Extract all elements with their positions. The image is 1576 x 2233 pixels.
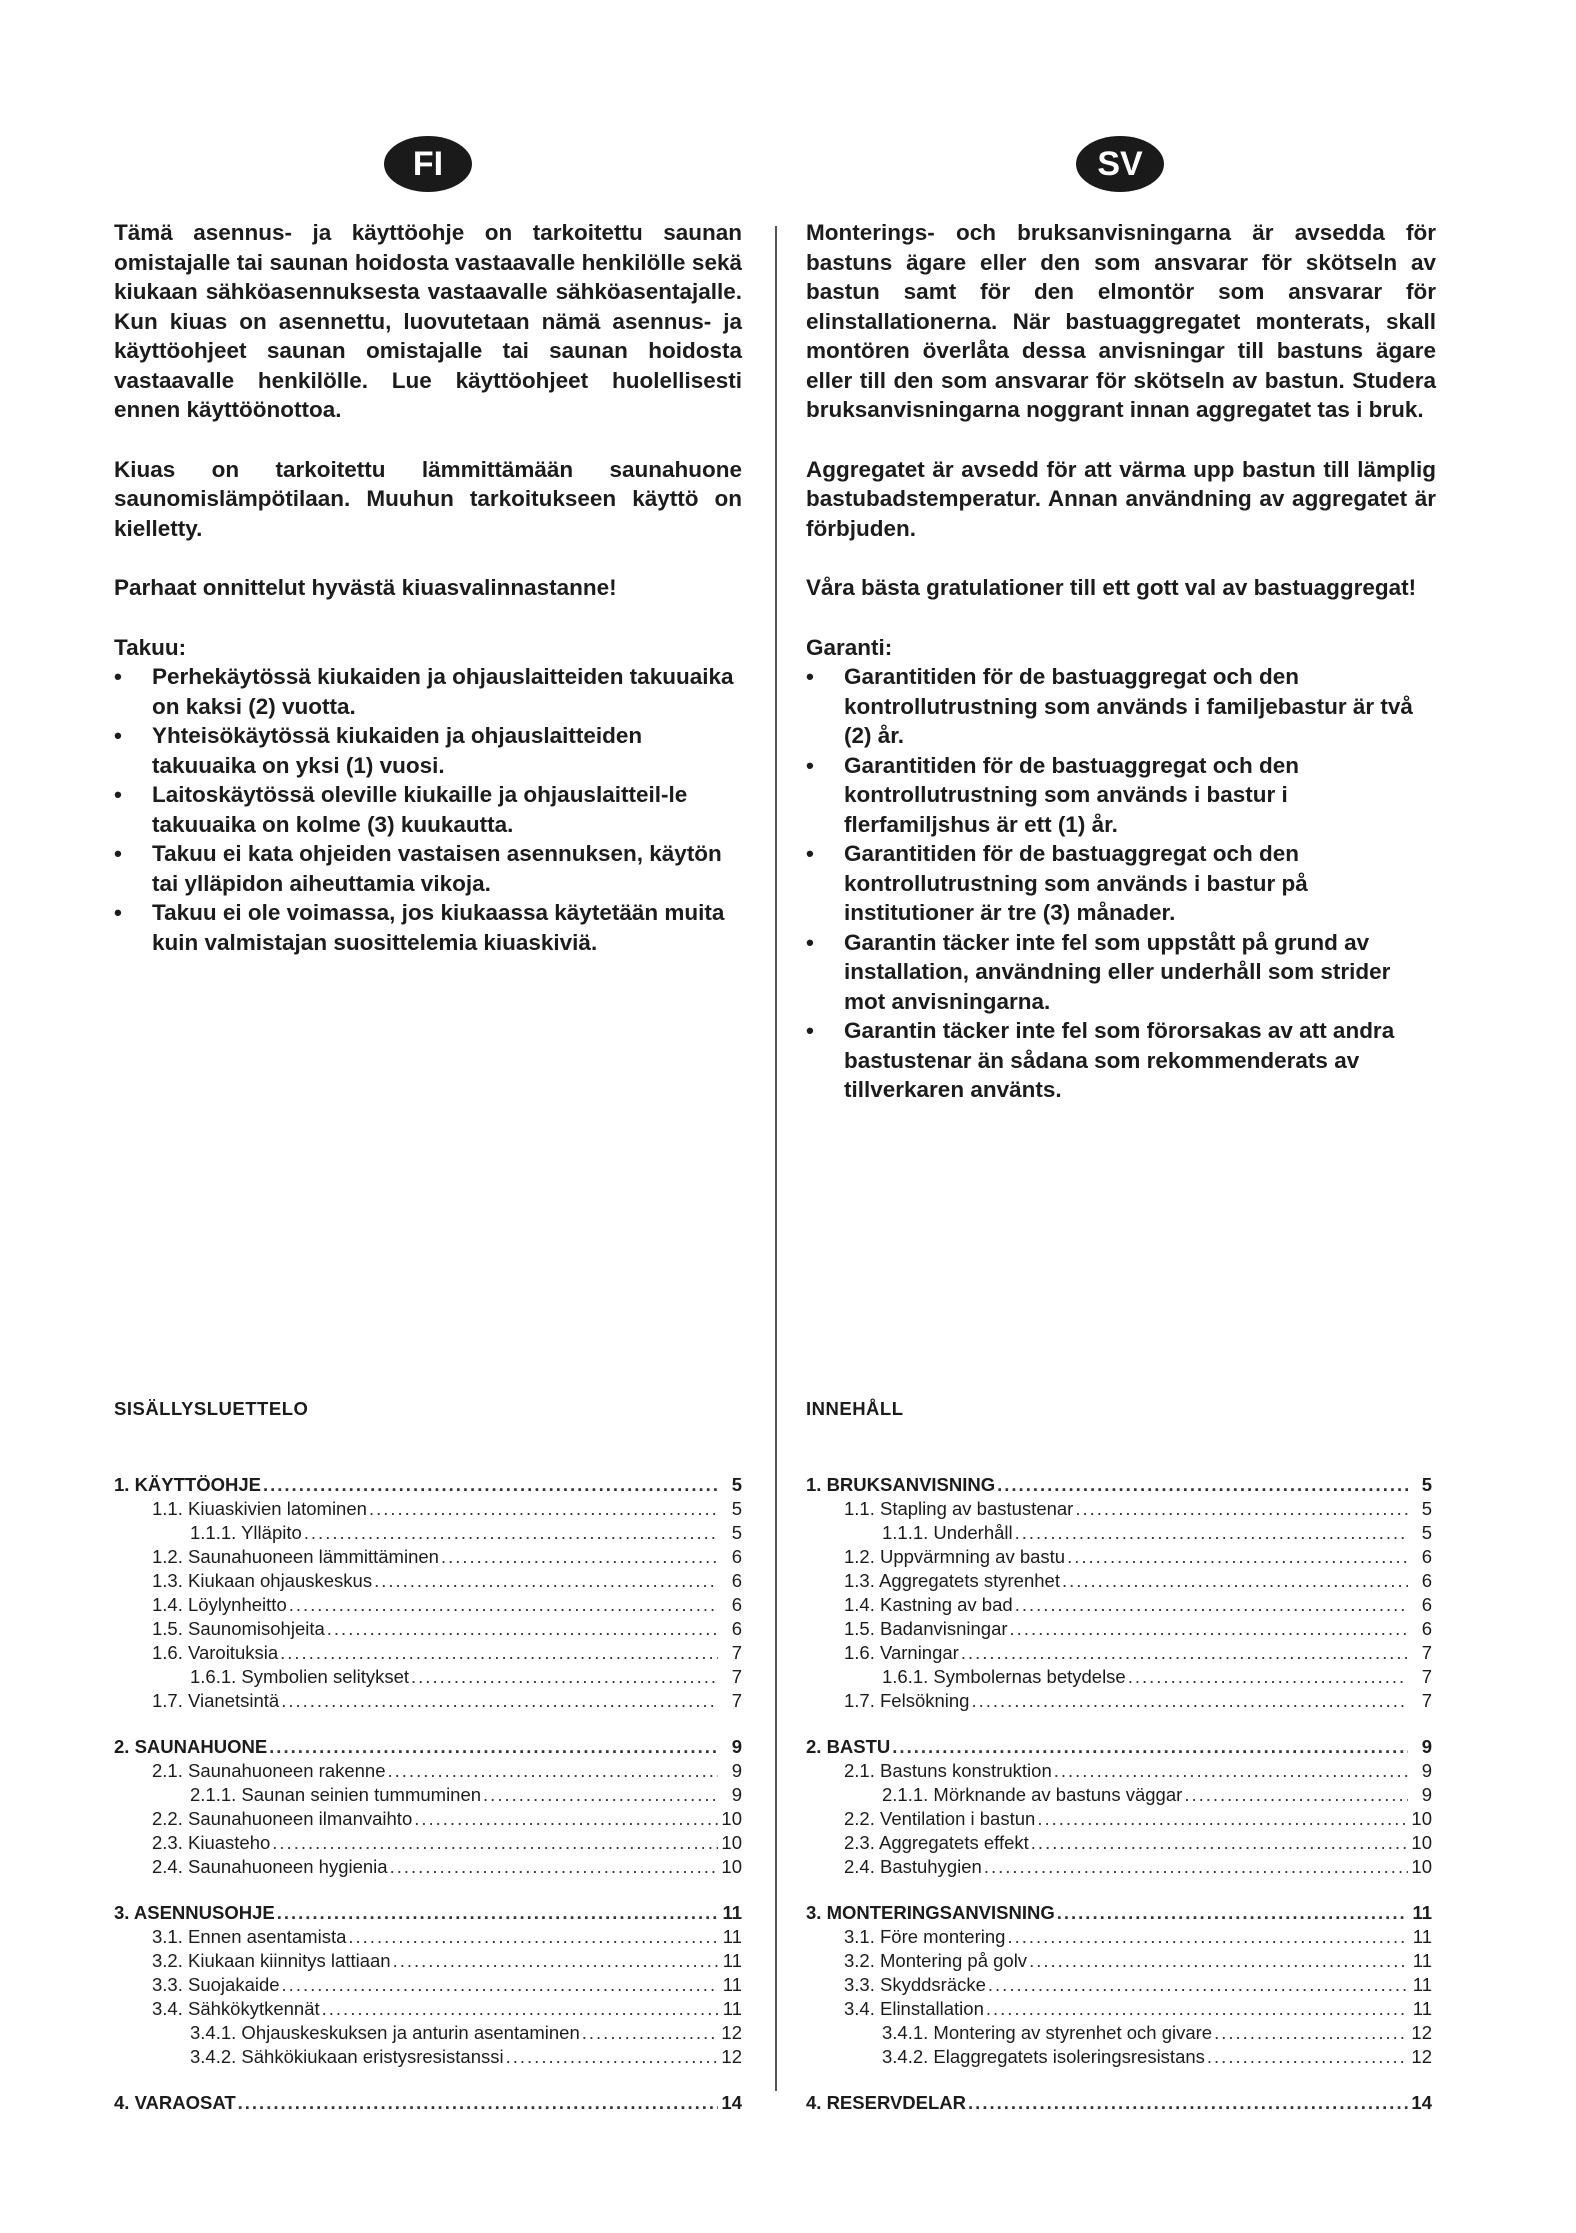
toc-leader-dots bbox=[269, 1736, 718, 1758]
toc-page-number: 7 bbox=[731, 1690, 742, 1711]
toc-leader-dots bbox=[280, 1642, 718, 1664]
toc-entry bbox=[806, 2022, 1432, 2046]
intro-column-sv bbox=[806, 218, 1436, 1105]
toc-title: SISÄLLYSLUETTELO bbox=[114, 1398, 309, 1419]
toc-leader-dots bbox=[1015, 1594, 1408, 1616]
warranty-item: • Perhekäytössä kiukaiden ja ohjauslaitteiden takuuaika on kaksi (2) vuotta. bbox=[114, 662, 742, 721]
toc-entry bbox=[114, 1546, 742, 1570]
toc-page-number: 11 bbox=[1412, 1998, 1432, 2019]
toc-entry-label: 1.7. Felsökning bbox=[844, 1690, 970, 1711]
toc-entry bbox=[114, 1998, 742, 2022]
toc-entry bbox=[806, 1594, 1432, 1618]
toc-leader-dots bbox=[971, 1690, 1408, 1712]
toc-entry bbox=[806, 1760, 1432, 1784]
intro-paragraph: Våra bästa gratulationer till ett gott val av bastuaggregat! bbox=[806, 575, 1417, 600]
warranty-item: • Garantitiden för de bastuaggregat och den kontrollutrustning som används i bastur i flerfamiljshus är ett (1) år. bbox=[806, 751, 1436, 840]
toc-page-number: 7 bbox=[731, 1642, 742, 1663]
toc-entry bbox=[114, 2046, 742, 2070]
toc-entry-label: 3.4.1. Ohjauskeskuksen ja anturin asentaminen bbox=[190, 2022, 580, 2043]
language-badge-fi: FI bbox=[384, 136, 472, 192]
toc-leader-dots bbox=[281, 1690, 718, 1712]
toc-leader-dots bbox=[1007, 1926, 1408, 1948]
toc-page-number: 11 bbox=[1412, 1902, 1432, 1923]
toc-entry bbox=[806, 2046, 1432, 2070]
toc-leader-dots bbox=[272, 1832, 718, 1854]
toc-entry-label: 2.1. Saunahuoneen rakenne bbox=[152, 1760, 386, 1781]
toc-entry-label: 3.4. Sähkökytkennät bbox=[152, 1998, 320, 2019]
warranty-item: • Garantitiden för de bastuaggregat och den kontrollutrustning som används i familjebastur är två (2) år. bbox=[806, 662, 1436, 751]
toc-leader-dots bbox=[369, 1498, 718, 1520]
toc-entry bbox=[114, 1594, 742, 1618]
toc-leader-dots bbox=[1010, 1618, 1408, 1640]
toc-leader-dots bbox=[411, 1666, 718, 1688]
toc-list bbox=[114, 1474, 742, 2116]
toc-page-number: 7 bbox=[1421, 1690, 1432, 1711]
toc-entry bbox=[114, 1808, 742, 1832]
toc-entry-label: 3.4.2. Sähkökiukaan eristysresistanssi bbox=[190, 2046, 504, 2067]
toc-chapter bbox=[806, 1474, 1432, 1498]
toc-entry-label: 2.3. Kiuasteho bbox=[152, 1832, 271, 1853]
toc-entry bbox=[114, 1570, 742, 1594]
toc-entry bbox=[114, 1926, 742, 1950]
toc-page-number: 12 bbox=[721, 2022, 742, 2043]
toc-leader-dots bbox=[238, 2092, 718, 2114]
toc-entry-label: 3. ASENNUSOHJE bbox=[114, 1902, 275, 1923]
toc-entry bbox=[806, 1832, 1432, 1856]
toc-entry-label: 1.5. Saunomisohjeita bbox=[152, 1618, 325, 1639]
warranty-heading: Garanti: bbox=[806, 634, 893, 660]
toc-page-number: 5 bbox=[1421, 1474, 1432, 1495]
toc-page-number: 10 bbox=[721, 1856, 742, 1877]
toc-entry-label: 2.2. Saunahuoneen ilmanvaihto bbox=[152, 1808, 413, 1829]
toc-entry-label: 3.1. Ennen asentamista bbox=[152, 1926, 347, 1947]
toc-page-number: 6 bbox=[1421, 1618, 1432, 1639]
toc-leader-dots bbox=[1029, 1950, 1408, 1972]
toc-entry bbox=[806, 1522, 1432, 1546]
toc-chapter bbox=[806, 1736, 1432, 1760]
toc-leader-dots bbox=[1062, 1570, 1408, 1592]
toc-page-number: 14 bbox=[721, 2092, 742, 2113]
toc-leader-dots bbox=[1207, 2046, 1408, 2068]
toc-entry-label: 3.2. Kiukaan kiinnitys lattiaan bbox=[152, 1950, 391, 1971]
toc-page-number: 11 bbox=[722, 1998, 742, 2019]
toc-leader-dots bbox=[393, 1950, 718, 1972]
language-badge-sv: SV bbox=[1076, 136, 1164, 192]
toc-page-number: 6 bbox=[1421, 1546, 1432, 1567]
warranty-list bbox=[114, 662, 742, 957]
toc-entry bbox=[806, 1642, 1432, 1666]
warranty-item: • Garantitiden för de bastuaggregat och den kontrollutrustning som används i bastur på institutioner är tre (3) månader. bbox=[806, 839, 1436, 928]
warranty-item: • Garantin täcker inte fel som uppstått på grund av installation, användning eller underhåll som strider mot anvisningarna. bbox=[806, 928, 1436, 1017]
toc-page-number: 10 bbox=[1411, 1832, 1432, 1853]
warranty-list bbox=[806, 662, 1436, 1105]
toc-entry bbox=[114, 1642, 742, 1666]
toc-page-number: 9 bbox=[1421, 1736, 1432, 1757]
toc-entry bbox=[806, 1498, 1432, 1522]
toc-leader-dots bbox=[968, 2092, 1408, 2114]
toc-page-number: 11 bbox=[722, 1974, 742, 1995]
toc-page-number: 11 bbox=[1412, 1974, 1432, 1995]
toc-entry-label: 1. BRUKSANVISNING bbox=[806, 1474, 996, 1495]
toc-page-number: 9 bbox=[1421, 1784, 1432, 1805]
toc-leader-dots bbox=[1054, 1760, 1408, 1782]
toc-entry-label: 1.1. Stapling av bastustenar bbox=[844, 1498, 1074, 1519]
toc-page-number: 9 bbox=[1421, 1760, 1432, 1781]
toc-entry-label: 3.1. Före montering bbox=[844, 1926, 1006, 1947]
toc-page-number: 5 bbox=[1421, 1498, 1432, 1519]
toc-page-number: 12 bbox=[1411, 2046, 1432, 2067]
toc-entry-label: 2. SAUNAHUONE bbox=[114, 1736, 268, 1757]
intro-column-fi bbox=[114, 218, 742, 957]
toc-chapter bbox=[806, 2092, 1432, 2116]
toc-leader-dots bbox=[1128, 1666, 1408, 1688]
toc-entry-label: 2.1. Bastuns konstruktion bbox=[844, 1760, 1052, 1781]
toc-page-number: 6 bbox=[731, 1594, 742, 1615]
toc-leader-dots bbox=[289, 1594, 718, 1616]
toc-entry-label: 3.3. Suojakaide bbox=[152, 1974, 280, 1995]
toc-entry-label: 1.6. Varningar bbox=[844, 1642, 959, 1663]
intro-paragraph: Parhaat onnittelut hyvästä kiuasvalinnastanne! bbox=[114, 575, 617, 600]
toc-leader-dots bbox=[441, 1546, 718, 1568]
toc-entry bbox=[806, 1974, 1432, 1998]
toc-entry bbox=[114, 1974, 742, 1998]
toc-entry-label: 2.1.1. Saunan seinien tummuminen bbox=[190, 1784, 482, 1805]
toc-entry-label: 2.1.1. Mörknande av bastuns väggar bbox=[882, 1784, 1183, 1805]
toc-entry-label: 4. VARAOSAT bbox=[114, 2092, 236, 2113]
toc-entry bbox=[806, 1690, 1432, 1714]
toc-entry bbox=[806, 1570, 1432, 1594]
toc-leader-dots bbox=[1075, 1498, 1408, 1520]
toc-page-number: 10 bbox=[1411, 1808, 1432, 1829]
toc-page-number: 10 bbox=[721, 1808, 742, 1829]
toc-entry-label: 1. KÄYTTÖOHJE bbox=[114, 1474, 261, 1495]
toc-page-number: 10 bbox=[1411, 1856, 1432, 1877]
warranty-item: • Takuu ei ole voimassa, jos kiukaassa käytetään muita kuin valmistajan suosittelemia kiuaskiviä. bbox=[114, 898, 742, 957]
toc-entry-label: 1.6.1. Symbolernas betydelse bbox=[882, 1666, 1126, 1687]
toc-chapter bbox=[114, 1902, 742, 1926]
toc-entry-label: 1.1. Kiuaskivien latominen bbox=[152, 1498, 367, 1519]
toc-entry bbox=[806, 1808, 1432, 1832]
toc-entry bbox=[114, 1950, 742, 1974]
warranty-item: • Yhteisökäytössä kiukaiden ja ohjauslaitteiden takuuaika on yksi (1) vuosi. bbox=[114, 721, 742, 780]
intro-paragraph: Monterings- och bruksanvisningarna är avsedda för bastuns ägare eller den som ansvarar för skötseln av bastun samt för den elmontör som ansvarar för elinstallationerna. När bastuaggregatet monterats, skall montören överlåta dessa anvisningar till bastuns ägare eller till den som ansvarar för skötseln av bastun. Studera bruksanvisningarna noggrant innan aggregatet tas i bruk. bbox=[806, 220, 1436, 422]
intro-paragraph: Tämä asennus- ja käyttöohje on tarkoitettu saunan omistajalle tai saunan hoidosta vastaavalle henkilölle sekä kiukaan sähköasennuksesta vastaavalle sähköasentajalle. Kun kiuas on asennettu, luovutetaan nämä asennus- ja käyttöohjeet saunan omistajalle tai saunan hoidosta vastaavalle henkilölle. Lue käyttöohjeet huolellisesti ennen käyttöönottoa. bbox=[114, 220, 742, 422]
toc-entry bbox=[114, 1522, 742, 1546]
toc-page-number: 6 bbox=[1421, 1594, 1432, 1615]
toc-leader-dots bbox=[282, 1974, 718, 1996]
toc-leader-dots bbox=[1015, 1522, 1408, 1544]
warranty-heading: Takuu: bbox=[114, 634, 187, 660]
toc-page-number: 6 bbox=[1421, 1570, 1432, 1591]
toc-page-number: 9 bbox=[731, 1784, 742, 1805]
toc-entry bbox=[114, 1498, 742, 1522]
toc-leader-dots bbox=[322, 1998, 718, 2020]
toc-chapter bbox=[114, 2092, 742, 2116]
toc-leader-dots bbox=[414, 1808, 718, 1830]
toc-entry bbox=[114, 1618, 742, 1642]
toc-entry-label: 3.4.1. Montering av styrenhet och givare bbox=[882, 2022, 1213, 2043]
toc-entry-label: 1.2. Saunahuoneen lämmittäminen bbox=[152, 1546, 439, 1567]
toc-entry bbox=[806, 1926, 1432, 1950]
toc-entry bbox=[806, 1546, 1432, 1570]
warranty-item: • Takuu ei kata ohjeiden vastaisen asennuksen, käytön tai ylläpidon aiheuttamia vikoja. bbox=[114, 839, 742, 898]
toc-page-number: 5 bbox=[1421, 1522, 1432, 1543]
toc-entry-label: 1.4. Kastning av bad bbox=[844, 1594, 1013, 1615]
toc-entry bbox=[806, 1950, 1432, 1974]
toc-leader-dots bbox=[506, 2046, 718, 2068]
toc-leader-dots bbox=[1067, 1546, 1408, 1568]
table-of-contents-fi bbox=[114, 1398, 742, 2116]
intro-paragraph: Aggregatet är avsedd för att värma upp bastun till lämplig bastubadstemperatur. Annan användning av aggregatet är förbjuden. bbox=[806, 456, 1436, 541]
toc-page-number: 5 bbox=[731, 1474, 742, 1495]
toc-entry-label: 4. RESERVDELAR bbox=[806, 2092, 967, 2113]
toc-entry bbox=[114, 1832, 742, 1856]
toc-leader-dots bbox=[388, 1760, 718, 1782]
toc-entry bbox=[806, 1784, 1432, 1808]
toc-page-number: 11 bbox=[1412, 1926, 1432, 1947]
toc-leader-dots bbox=[374, 1570, 718, 1592]
toc-entry bbox=[114, 1856, 742, 1880]
toc-leader-dots bbox=[277, 1902, 718, 1924]
toc-entry-label: 1.2. Uppvärmning av bastu bbox=[844, 1546, 1066, 1567]
toc-page-number: 11 bbox=[1412, 1950, 1432, 1971]
toc-page-number: 7 bbox=[731, 1666, 742, 1687]
toc-entry-label: 1.6. Varoituksia bbox=[152, 1642, 279, 1663]
toc-page-number: 12 bbox=[721, 2046, 742, 2067]
toc-entry-label: 2.2. Ventilation i bastun bbox=[844, 1808, 1036, 1829]
warranty-item: • Laitoskäytössä oleville kiukaille ja ohjauslaitteil-le takuuaika on kolme (3) kuukautta. bbox=[114, 780, 742, 839]
toc-entry-label: 3.4.2. Elaggregatets isoleringsresistans bbox=[882, 2046, 1205, 2067]
toc-entry-label: 2.4. Bastuhygien bbox=[844, 1856, 982, 1877]
toc-entry bbox=[806, 1618, 1432, 1642]
toc-leader-dots bbox=[984, 1856, 1408, 1878]
toc-entry-label: 1.5. Badanvisningar bbox=[844, 1618, 1008, 1639]
toc-entry-label: 1.3. Kiukaan ohjauskeskus bbox=[152, 1570, 373, 1591]
toc-page-number: 5 bbox=[731, 1522, 742, 1543]
toc-page-number: 11 bbox=[722, 1902, 742, 1923]
toc-entry-label: 3.2. Montering på golv bbox=[844, 1950, 1028, 1971]
toc-page-number: 12 bbox=[1411, 2022, 1432, 2043]
toc-entry bbox=[806, 1998, 1432, 2022]
toc-entry-label: 1.7. Vianetsintä bbox=[152, 1690, 280, 1711]
toc-entry-label: 1.6.1. Symbolien selitykset bbox=[190, 1666, 410, 1687]
toc-entry-label: 1.1.1. Underhåll bbox=[882, 1522, 1013, 1543]
toc-entry bbox=[806, 1666, 1432, 1690]
toc-entry-label: 3.3. Skyddsräcke bbox=[844, 1974, 986, 1995]
toc-page-number: 5 bbox=[731, 1498, 742, 1519]
toc-entry-label: 1.1.1. Ylläpito bbox=[190, 1522, 302, 1543]
toc-leader-dots bbox=[1214, 2022, 1408, 2044]
intro-paragraph: Kiuas on tarkoitettu lämmittämään saunahuone saunomislämpötilaan. Muuhun tarkoitukseen käyttö on kielletty. bbox=[114, 456, 742, 541]
toc-entry bbox=[114, 2022, 742, 2046]
column-divider bbox=[775, 226, 777, 2091]
toc-page-number: 11 bbox=[722, 1926, 742, 1947]
toc-list bbox=[806, 1474, 1432, 2116]
toc-entry bbox=[114, 1784, 742, 1808]
toc-leader-dots bbox=[582, 2022, 718, 2044]
toc-entry-label: 2.4. Saunahuoneen hygienia bbox=[152, 1856, 388, 1877]
toc-leader-dots bbox=[304, 1522, 718, 1544]
toc-page-number: 7 bbox=[1421, 1666, 1432, 1687]
toc-chapter bbox=[114, 1474, 742, 1498]
toc-leader-dots bbox=[961, 1642, 1408, 1664]
toc-leader-dots bbox=[986, 1998, 1408, 2020]
toc-entry-label: 3. MONTERINGSANVISNING bbox=[806, 1902, 1055, 1923]
table-of-contents-sv bbox=[806, 1398, 1432, 2116]
toc-entry-label: 1.3. Aggregatets styrenhet bbox=[844, 1570, 1060, 1591]
toc-leader-dots bbox=[263, 1474, 718, 1496]
toc-entry bbox=[114, 1760, 742, 1784]
toc-leader-dots bbox=[348, 1926, 718, 1948]
toc-page-number: 6 bbox=[731, 1546, 742, 1567]
toc-leader-dots bbox=[1037, 1808, 1408, 1830]
toc-leader-dots bbox=[483, 1784, 718, 1806]
toc-entry bbox=[114, 1666, 742, 1690]
toc-leader-dots bbox=[327, 1618, 718, 1640]
toc-leader-dots bbox=[997, 1474, 1408, 1496]
toc-page-number: 6 bbox=[731, 1570, 742, 1591]
toc-entry bbox=[806, 1856, 1432, 1880]
toc-page-number: 14 bbox=[1411, 2092, 1432, 2113]
toc-leader-dots bbox=[988, 1974, 1408, 1996]
warranty-item: • Garantin täcker inte fel som förorsakas av att andra bastustenar än sådana som rekommenderats av tillverkaren använts. bbox=[806, 1016, 1436, 1105]
toc-page-number: 11 bbox=[722, 1950, 742, 1971]
toc-page-number: 6 bbox=[731, 1618, 742, 1639]
toc-leader-dots bbox=[390, 1856, 718, 1878]
toc-entry-label: 1.4. Löylynheitto bbox=[152, 1594, 287, 1615]
toc-entry-label: 2.3. Aggregatets effekt bbox=[844, 1832, 1029, 1853]
toc-page-number: 7 bbox=[1421, 1642, 1432, 1663]
toc-entry-label: 3.4. Elinstallation bbox=[844, 1998, 984, 2019]
toc-page-number: 9 bbox=[731, 1736, 742, 1757]
toc-leader-dots bbox=[1031, 1832, 1408, 1854]
toc-page-number: 10 bbox=[721, 1832, 742, 1853]
toc-entry bbox=[114, 1690, 742, 1714]
toc-leader-dots bbox=[1057, 1902, 1408, 1924]
toc-chapter bbox=[114, 1736, 742, 1760]
toc-title: INNEHÅLL bbox=[806, 1398, 904, 1419]
toc-page-number: 9 bbox=[731, 1760, 742, 1781]
toc-chapter bbox=[806, 1902, 1432, 1926]
toc-leader-dots bbox=[892, 1736, 1408, 1758]
toc-entry-label: 2. BASTU bbox=[806, 1736, 891, 1757]
toc-leader-dots bbox=[1184, 1784, 1408, 1806]
